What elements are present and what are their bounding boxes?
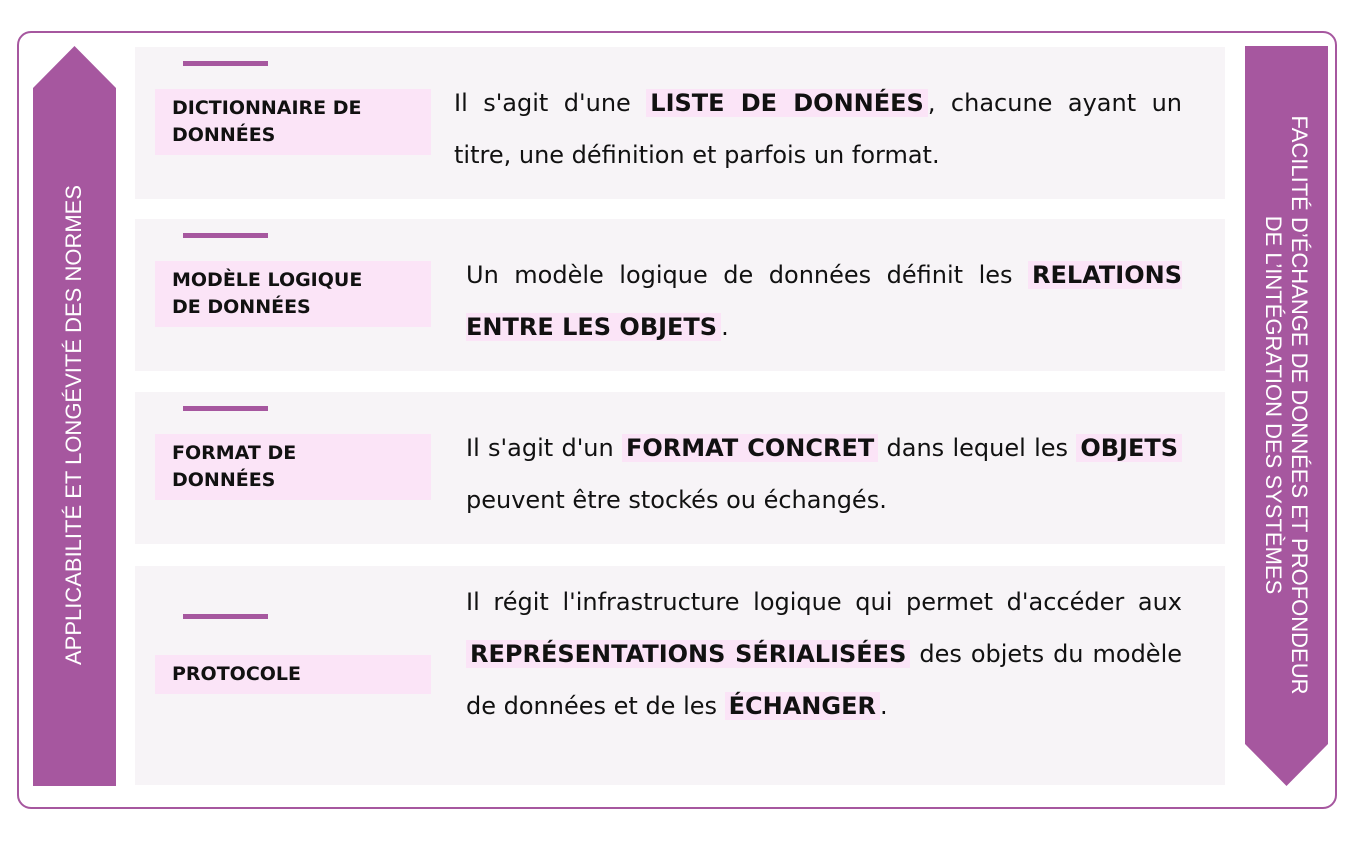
description-text: dans lequel les	[878, 434, 1077, 462]
row-tag-line1: DICTIONNAIRE DE	[172, 97, 362, 119]
row-protocole	[135, 566, 1225, 785]
row-dictionnaire	[135, 47, 1225, 199]
row-tag	[155, 434, 431, 500]
description-text: , chacune ayant un titre, une définition et parfois un format.	[454, 89, 1183, 169]
row-tick	[183, 406, 268, 411]
row-tick	[183, 233, 268, 238]
highlighted-term: LISTE DE DONNÉES	[646, 89, 928, 117]
right-arrow-label-line1: FACILITÉ D’ÉCHANGE DE DONNÉES ET PROFONDEUR	[1287, 115, 1312, 695]
row-description	[466, 576, 1182, 732]
row-modele-logique	[135, 219, 1225, 371]
row-format	[135, 392, 1225, 544]
description-text: peuvent être stockés ou échangés.	[466, 486, 887, 514]
description-text: des objets du modèle de données et de les	[466, 640, 1182, 720]
row-tag-line1: PROTOCOLE	[172, 663, 302, 685]
highlighted-term: ÉCHANGER	[725, 692, 880, 720]
highlighted-term: OBJETS	[1076, 434, 1182, 462]
description-text: Il régit l'infrastructure logique qui permet d'accéder aux	[466, 588, 1182, 616]
row-tag-line2: DONNÉES	[172, 124, 276, 146]
row-tag	[155, 655, 431, 694]
left-arrow-label: APPLICABILITÉ ET LONGÉVITÉ DES NORMES	[61, 184, 86, 666]
row-tag-line1: MODÈLE LOGIQUE	[172, 269, 363, 291]
row-tag-line1: FORMAT DE	[172, 442, 297, 464]
description-text: .	[879, 692, 888, 720]
description-text: Un modèle logique de données définit les	[466, 261, 1029, 289]
right-arrow-label-line2: DE L’INTÉGRATION DES SYSTÈMES	[1261, 215, 1286, 595]
description-text: Il s'agit d'un	[466, 434, 622, 462]
row-tick	[183, 61, 268, 66]
row-tag-line2: DONNÉES	[172, 469, 276, 491]
row-description	[466, 422, 1182, 526]
row-tag	[155, 261, 431, 327]
row-tag-line2: DE DONNÉES	[172, 296, 311, 318]
highlighted-term: REPRÉSENTATIONS SÉRIALISÉES	[466, 640, 910, 668]
description-text: Il s'agit d'une	[454, 89, 647, 117]
right-arrow-label	[1260, 115, 1312, 694]
highlighted-term: FORMAT CONCRET	[622, 434, 878, 462]
row-description	[466, 249, 1182, 353]
row-description	[454, 77, 1182, 181]
row-tick	[183, 614, 268, 619]
row-tag	[155, 89, 431, 155]
description-text: .	[721, 313, 729, 341]
highlighted-term: RELATIONS ENTRE LES OBJETS	[466, 261, 1182, 341]
